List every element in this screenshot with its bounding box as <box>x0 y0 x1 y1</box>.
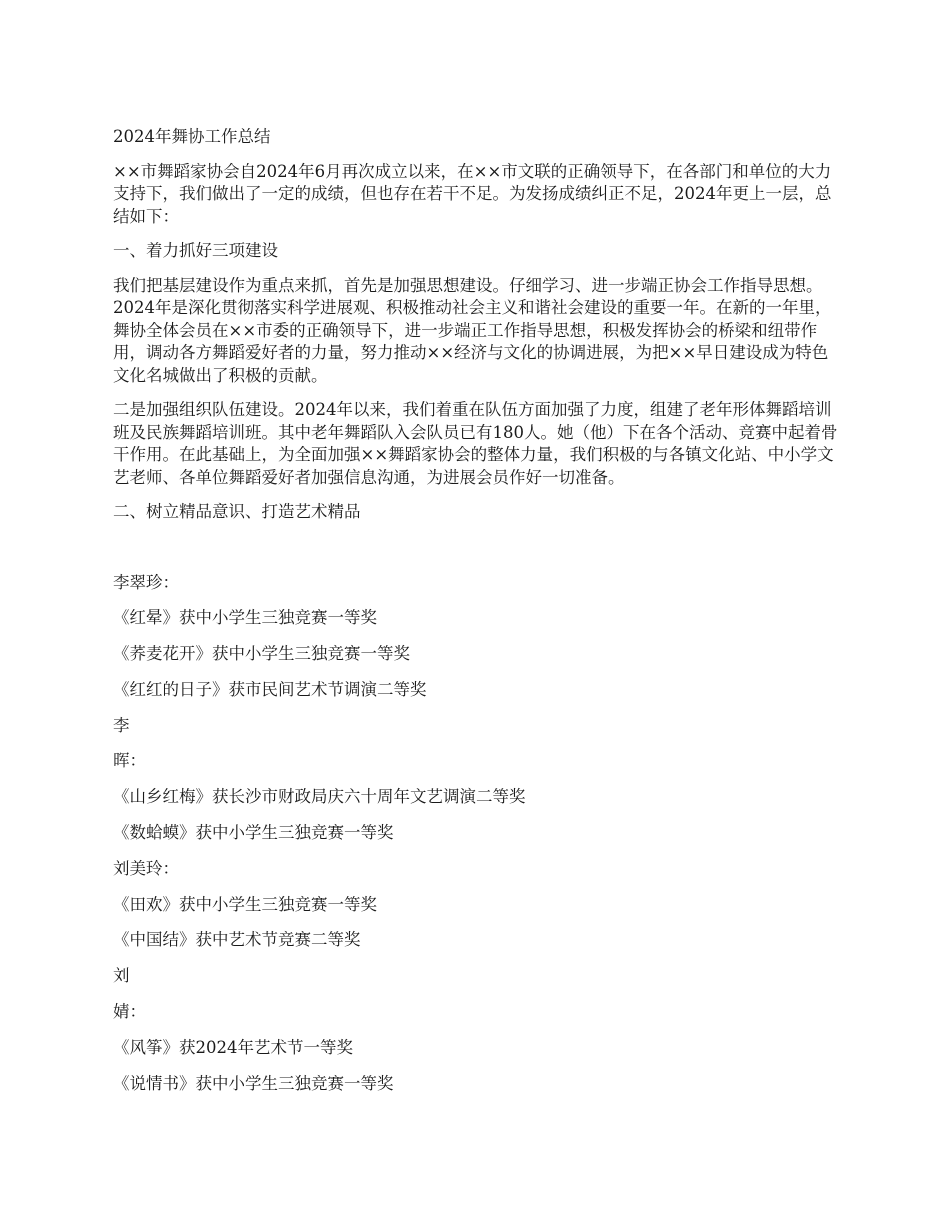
list-item: 《说情书》获中小学生三独竞赛一等奖 <box>113 1073 394 1093</box>
list-item: 《荞麦花开》获中小学生三独竞赛一等奖 <box>113 644 410 664</box>
list-item: 《田欢》获中小学生三独竞赛一等奖 <box>113 894 377 914</box>
list-item: 李 <box>113 715 130 735</box>
section-2-heading: 二、树立精品意识、打造艺术精品 <box>113 502 361 521</box>
section-1-heading: 一、着力抓好三项建设 <box>113 241 278 260</box>
list-item: 刘美玲： <box>113 858 179 878</box>
document-body <box>113 126 841 1107</box>
list-item: 刘 <box>113 966 130 986</box>
list-item: 李翠珍： <box>113 572 179 592</box>
intro-paragraph: ××市舞蹈家协会自2024年6月再次成立以来，在××市文联的正确领导下，在各部门和单位的大力支持下，我们做出了一定的成绩，但也存在若干不足。为发扬成绩纠正不足，2024年更上一层，总结如下： <box>113 161 832 226</box>
list-item: 《中国结》获中艺术节竞赛二等奖 <box>113 930 361 950</box>
list-item: 婧： <box>113 1002 146 1022</box>
document-title: 2024年舞协工作总结 <box>113 127 271 146</box>
list-item: 《山乡红梅》获长沙市财政局庆六十周年文艺调演二等奖 <box>113 787 526 807</box>
award-list <box>113 571 841 1095</box>
list-item: 《数蛤蟆》获中小学生三独竞赛一等奖 <box>113 823 394 843</box>
section-1-paragraph-1: 我们把基层建设作为重点来抓，首先是加强思想建设。仔细学习、进一步端正协会工作指导思想。2024年是深化贯彻落实科学进展观、积极推动社会主义和谐社会建设的重要一年。在新的一年里，舞协全体会员在××市委的正确领导下，进一步端正工作指导思想，积极发挥协会的桥梁和纽带作用，调动各方舞蹈爱好者的力量，努力推动××经济与文化的协调进展，为把××早日建设成为特色文化名城做出了积极的贡献。 <box>113 275 832 385</box>
blank-space <box>113 536 841 571</box>
list-item: 《红红的日子》获市民间艺术节调演二等奖 <box>113 679 427 699</box>
list-item: 晖： <box>113 751 146 771</box>
list-item: 《风筝》获2024年艺术节一等奖 <box>113 1037 353 1057</box>
list-item: 《红晕》获中小学生三独竞赛一等奖 <box>113 608 377 628</box>
section-1-paragraph-2: 二是加强组织队伍建设。2024年以来，我们着重在队伍方面加强了力度，组建了老年形体舞蹈培训班及民族舞蹈培训班。其中老年舞蹈队入会队员已有180人。她（他）下在各个活动、竞赛中起着骨干作用。在此基础上，为全面加强××舞蹈家协会的整体力量，我们积极的与各镇文化站、中小学文艺老师、各单位舞蹈爱好者加强信息沟通，为进展会员作好一切准备。 <box>113 400 838 487</box>
